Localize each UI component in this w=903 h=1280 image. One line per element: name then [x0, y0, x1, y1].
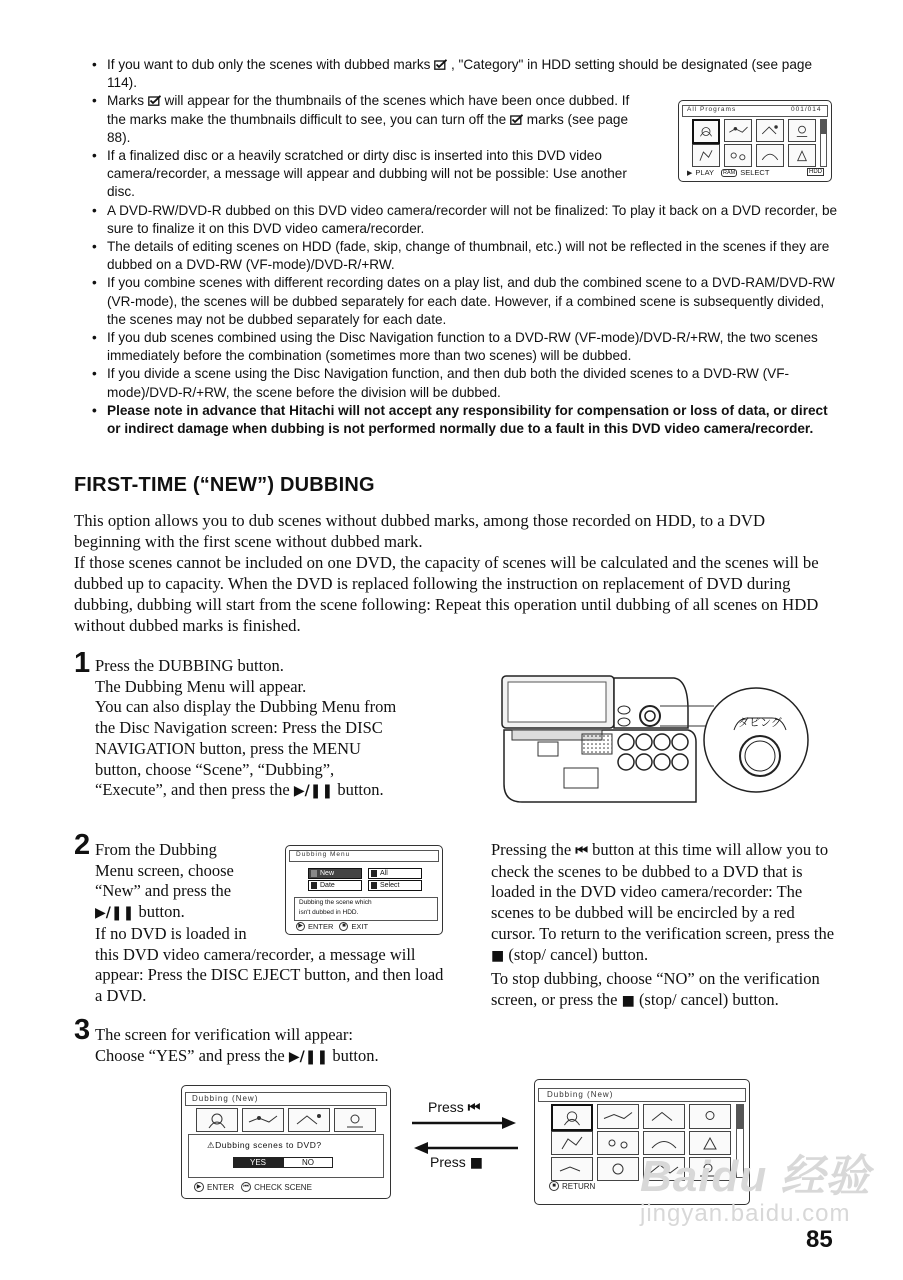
intro-text [74, 510, 834, 636]
note-item: • If you want to dub only the scenes with dubbed marks , "Category" in HDD setting should be designated (see page 114). [92, 56, 842, 92]
stop-icon: ■ [491, 947, 505, 964]
screen-title: Dubbing (New) [192, 1094, 259, 1103]
thumbnail[interactable] [788, 144, 816, 167]
step-3-number: 3 [74, 1014, 91, 1046]
thumbnail [334, 1108, 376, 1132]
step-2-text: From the Dubbing Menu screen, choose “New” and press the ▶/❚❚ button. If no DVD is loaded in this DVD video camera/recorder, a message will appear: Press the DISC EJECT button, and then load a DVD. [95, 840, 444, 1005]
select-label: SELECT [740, 168, 770, 177]
section-title: FIRST-TIME (“NEW”) DUBBING [74, 474, 375, 496]
step-3-text: The screen for verification will appear: Choose “YES” and press the ▶/❚❚ button. [95, 1025, 379, 1065]
play-icon: ▶ [687, 169, 693, 177]
thumbnail[interactable] [724, 144, 752, 167]
no-option[interactable]: NO [283, 1157, 333, 1168]
screen-title: Dubbing Menu [296, 851, 351, 858]
play-label: PLAY [695, 168, 715, 177]
exit-label: EXIT [351, 922, 369, 931]
thumbnail[interactable] [724, 119, 752, 142]
page-number: 85 [806, 1226, 833, 1253]
all-programs-screen [678, 100, 832, 182]
thumbnail[interactable] [551, 1131, 593, 1155]
return-label: RETURN [562, 1181, 596, 1191]
play-pause-icon: ▶/❚❚ [95, 905, 135, 922]
disc-icon [371, 870, 377, 877]
dubbing-button-label: ダビング [738, 716, 782, 729]
dubbed-mark-icon [434, 59, 447, 70]
confirm-dialog [188, 1134, 384, 1178]
enter-icon: ▶ [194, 1182, 204, 1192]
stop-icon: ■ [621, 992, 635, 1009]
return-icon: ■ [549, 1181, 559, 1191]
note-item: • If you combine scenes with different recording dates on a play list, and dub the combined scene to a DVD-RAM/DVD-RW (VR-mode), the scenes will be dubbed separately for each date. However, if a combined scene is subsequently divided, the scenes may not be dubbed separately for each date. [92, 274, 842, 329]
check-scene-note: Pressing the ⏮ button at this time will allow you to check the scenes to be dubbed to a DVD that is loaded in the DVD video camera/recorder: The scenes to be dubbed will be encircled by a red cursor. To return to the verification screen, press the ■ (stop/ cancel) button. To stop dubbing, choose “NO” on the verification screen, or press the ■ (stop/ cancel) button. [491, 840, 835, 1009]
thumbnail[interactable] [597, 1157, 639, 1181]
thumbnail[interactable] [692, 119, 720, 144]
thumbnail[interactable] [756, 119, 784, 142]
enter-icon: ▶ [296, 922, 305, 931]
note-item: • If a finalized disc or a heavily scratched or dirty disc is inserted into this DVD video camera/recorder, a message will appear and dubbing will not be possible: Use another disc. [92, 147, 647, 202]
thumbnail [196, 1108, 238, 1132]
disc-icon [311, 870, 317, 877]
confirm-question: Dubbing scenes to DVD? [215, 1140, 322, 1150]
enter-label: ENTER [308, 922, 334, 931]
note-item: • Marks will appear for the thumbnails of the scenes which have been once dubbed. If the marks make the thumbnails difficult to see, you can turn off the marks (see page 88). [92, 92, 647, 147]
verification-screen [181, 1085, 391, 1199]
exit-icon: ■ [339, 922, 348, 931]
press-skip-label: Press ⏮ [428, 1099, 481, 1116]
screen-title: All Programs [687, 106, 737, 113]
dubbing-menu-screen [285, 845, 443, 935]
disc-icon [371, 882, 377, 889]
ram-badge: RAM [723, 169, 736, 176]
check-scene-label: CHECK SCENE [254, 1182, 312, 1192]
thumbnail[interactable] [689, 1104, 731, 1129]
step-1-text: Press the DUBBING button. The Dubbing Menu will appear. You can also display the Dubbing Menu from the Disc Navigation screen: Press the DISC NAVIGATION button, press the MENU button, choose “Scene”, “Dubbing”, “Execute”, and then press the ▶/❚❚ button. [95, 656, 397, 800]
thumbnail-row [196, 1108, 376, 1130]
thumbnail[interactable] [788, 119, 816, 142]
menu-option-new[interactable]: New [308, 868, 362, 879]
forward-arrow [410, 1115, 520, 1131]
thumbnail[interactable] [597, 1104, 639, 1129]
menu-option-select[interactable]: Select [368, 880, 422, 891]
menu-option-all[interactable]: All [368, 868, 422, 879]
note-item: • The details of editing scenes on HDD (fade, skip, change of thumbnail, etc.) will not be reflected in the scenes if they are dubbed on a DVD-RW (VF-mode)/DVD-R/+RW. [92, 238, 842, 274]
thumbnail-grid [692, 119, 816, 165]
disc-icon [311, 882, 317, 889]
hdd-badge: HDD [809, 169, 822, 175]
skip-back-icon: ⏮ [575, 843, 588, 859]
stop-icon: ■ [469, 1155, 483, 1171]
dubbed-mark-icon [510, 114, 523, 125]
step-2-number: 2 [74, 829, 91, 861]
intro-paragraph: This option allows you to dub scenes without dubbed marks, among those recorded on HDD, to a DVD beginning with the first scene without dubbed mark. [74, 511, 766, 551]
dubbed-mark-icon [148, 95, 161, 106]
play-pause-icon: ▶/❚❚ [293, 783, 334, 800]
thumbnail [242, 1108, 284, 1132]
menu-option-date[interactable]: Date [308, 880, 362, 891]
play-pause-icon: ▶/❚❚ [288, 1048, 329, 1065]
screen-counter: 001/014 [791, 106, 822, 113]
thumbnail [288, 1108, 330, 1132]
warning-icon: ⚠ [207, 1140, 216, 1150]
intro-paragraph: If those scenes cannot be included on one DVD, the capacity of scenes will be calculated and the scenes will be dubbed up to capacity. When the DVD is replaced following the instruction on replacement of DVD during dubbing, dubbing will start from the scene following: Repeat this operation until dubbing of all scenes on HDD without dubbed marks is finished. [74, 553, 819, 635]
camcorder-illustration [498, 670, 838, 810]
enter-label: ENTER [207, 1182, 235, 1192]
note-item: • If you divide a scene using the Disc Navigation function, and then dub both the divided scenes to a DVD-RW (VF-mode)/DVD-R/+RW, the scene before the division will be dubbed. [92, 365, 842, 401]
thumbnail-selected[interactable] [551, 1104, 593, 1131]
skip-back-icon: ⏮ [467, 1100, 481, 1116]
note-item: • If you dub scenes combined using the Disc Navigation function to a DVD-RW (VF-mode)/DVD-R/+RW, the two scenes immediately before the combination (sometimes more than two scenes) will be dubbed. [92, 329, 842, 365]
note-item-disclaimer: • Please note in advance that Hitachi will not accept any responsibility for compensation or loss of data, or direct or indirect damage when dubbing is not performed normally due to a fault in this DVD video camera/recorder. [92, 402, 842, 438]
yes-option[interactable]: YES [233, 1157, 283, 1168]
thumbnail[interactable] [551, 1157, 593, 1181]
skip-back-icon: ⏮ [241, 1182, 251, 1192]
menu-description: Dubbing the scene which isn't dubbed in HDD. [294, 897, 438, 921]
press-stop-label: Press ■ [430, 1154, 483, 1171]
thumbnail[interactable] [597, 1131, 639, 1155]
thumbnail[interactable] [756, 144, 784, 167]
note-item: • A DVD-RW/DVD-R dubbed on this DVD video camera/recorder will not be finalized: To play it back on a DVD recorder, be sure to finalize it on this DVD video camera/recorder. [92, 202, 842, 238]
screen-title: Dubbing (New) [547, 1090, 614, 1099]
baidu-watermark: Baidu 经验 jingyan.baidu.com [640, 1152, 871, 1227]
step-1-number: 1 [74, 647, 91, 679]
thumbnail[interactable] [692, 144, 720, 167]
thumbnail[interactable] [643, 1104, 685, 1129]
